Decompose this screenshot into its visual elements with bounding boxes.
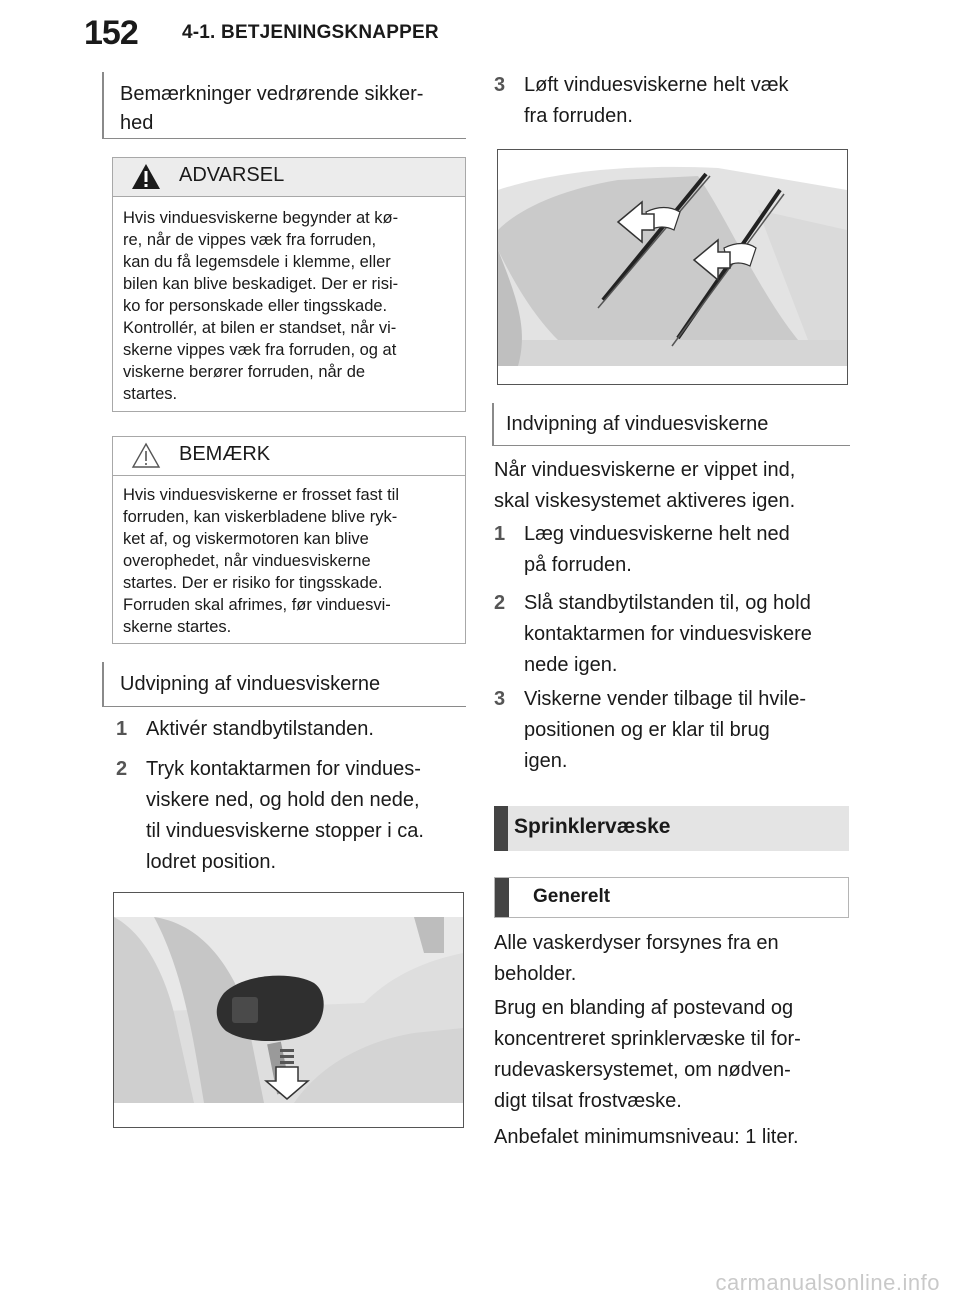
step-number: 1 bbox=[116, 718, 128, 740]
fold-in-intro bbox=[494, 455, 854, 517]
mixture-paragraph bbox=[494, 993, 854, 1117]
text-line: viskerne berører forruden, når de bbox=[123, 363, 366, 381]
step-number: 1 bbox=[494, 523, 506, 545]
washer-fluid-heading-block bbox=[494, 806, 849, 851]
section-title: 4-1. BETJENINGSKNAPPER bbox=[182, 22, 439, 43]
text-line: viskere ned, og hold den nede, bbox=[146, 789, 420, 811]
step-item bbox=[494, 588, 854, 681]
text-line: nede igen. bbox=[524, 654, 618, 676]
text-line: lodret position. bbox=[146, 851, 277, 873]
windshield-illustration bbox=[498, 150, 847, 384]
note-text bbox=[113, 476, 465, 638]
text-line: igen. bbox=[524, 750, 568, 772]
warning-header bbox=[113, 158, 465, 197]
fold-in-heading-block bbox=[492, 403, 850, 446]
general-paragraph bbox=[494, 928, 854, 990]
text-line: skerne vippes væk fra forruden, og at bbox=[123, 341, 397, 359]
safety-heading-block bbox=[102, 72, 466, 139]
text-line: rudevaskersystemet, om nødven- bbox=[494, 1059, 791, 1081]
step-item bbox=[494, 684, 854, 777]
washer-fluid-heading: Sprinklervæske bbox=[514, 815, 671, 838]
text-line: til vinduesviskerne stopper i ca. bbox=[146, 820, 424, 842]
text-line: Viskerne vender tilbage til hvile- bbox=[524, 688, 807, 710]
text-line: skerne startes. bbox=[123, 618, 232, 636]
note-label: BEMÆRK bbox=[179, 443, 271, 465]
text-line: Løft vinduesviskerne helt væk bbox=[524, 74, 789, 96]
heading-bar bbox=[494, 806, 508, 851]
text-line: ko for personskade eller tingsskade. bbox=[123, 297, 388, 315]
text-line: ket af, og viskermotoren kan blive bbox=[123, 530, 369, 548]
text-line: kan du få legemsdele i klemme, eller bbox=[123, 253, 391, 271]
note-box bbox=[112, 436, 466, 644]
step-number: 3 bbox=[494, 688, 506, 710]
wiper-stalk-illustration bbox=[114, 893, 463, 1127]
page-number: 152 bbox=[84, 14, 138, 52]
text-line: Tryk kontaktarmen for vindues- bbox=[146, 758, 421, 780]
text-line: positionen og er klar til brug bbox=[524, 719, 770, 741]
step-item bbox=[494, 70, 854, 132]
text-line: Hvis vinduesviskerne er frosset fast til bbox=[123, 486, 400, 504]
warning-outline-icon bbox=[131, 442, 161, 469]
warning-filled-icon bbox=[131, 163, 161, 190]
text-line: re, når de vippes væk fra forruden, bbox=[123, 231, 377, 249]
text-line: startes. Der er risiko for tingsskade. bbox=[123, 574, 383, 592]
step-item bbox=[116, 754, 466, 878]
figure-windshield-wipers bbox=[497, 149, 848, 385]
text-line: Alle vaskerdyser forsynes fra en bbox=[494, 932, 779, 954]
warning-box bbox=[112, 157, 466, 412]
step-text bbox=[524, 70, 789, 132]
step-number: 3 bbox=[494, 74, 506, 96]
step-text: Aktivér standbytilstanden. bbox=[146, 718, 374, 740]
text-line: Anbefalet minimumsniveau: 1 liter. bbox=[494, 1126, 799, 1148]
text-line: kontaktarmen for vinduesviskere bbox=[524, 623, 812, 645]
text-line: på forruden. bbox=[524, 554, 632, 576]
step-text bbox=[146, 754, 424, 878]
text-line: Brug en blanding af postevand og bbox=[494, 997, 794, 1019]
fold-in-heading: Indvipning af vinduesviskerne bbox=[506, 413, 769, 435]
general-heading: Generelt bbox=[533, 886, 611, 907]
text-line: overophedet, når vinduesviskerne bbox=[123, 552, 371, 570]
text-line: fra forruden. bbox=[524, 105, 633, 127]
figure-wiper-stalk bbox=[113, 892, 464, 1128]
text-line: koncentreret sprinklervæske til for- bbox=[494, 1028, 801, 1050]
text-line: Slå standbytilstanden til, og hold bbox=[524, 592, 811, 614]
step-item bbox=[116, 714, 466, 745]
text-line: skal viskesystemet aktiveres igen. bbox=[494, 490, 796, 512]
step-number: 2 bbox=[494, 592, 506, 614]
text-line: bilen kan blive beskadiget. Der er risi- bbox=[123, 275, 399, 293]
text-line: Når vinduesviskerne er vippet ind, bbox=[494, 459, 796, 481]
safety-heading: Bemærkninger vedrørende sikker- hed bbox=[120, 83, 424, 134]
step-text bbox=[524, 519, 790, 581]
warning-text bbox=[113, 197, 465, 405]
text-line: Læg vinduesviskerne helt ned bbox=[524, 523, 790, 545]
text-line: digt tilsat frostvæske. bbox=[494, 1090, 682, 1112]
general-heading-block bbox=[494, 877, 849, 918]
heading-bar bbox=[495, 878, 509, 917]
text-line: startes. bbox=[123, 385, 178, 403]
text-line: beholder. bbox=[494, 963, 577, 985]
note-header bbox=[113, 437, 465, 476]
text-line: Kontrollér, at bilen er standset, når vi- bbox=[123, 319, 397, 337]
step-text bbox=[524, 588, 812, 681]
warning-label: ADVARSEL bbox=[179, 164, 285, 186]
watermark: carmanualsonline.info bbox=[715, 1270, 940, 1295]
fold-out-heading: Udvipning af vinduesviskerne bbox=[120, 673, 381, 695]
step-number: 2 bbox=[116, 758, 128, 780]
text-line: forruden, kan viskerbladene blive ryk- bbox=[123, 508, 398, 526]
step-item bbox=[494, 519, 854, 581]
step-text bbox=[524, 684, 806, 777]
text-line: Hvis vinduesviskerne begynder at kø- bbox=[123, 209, 399, 227]
min-level-paragraph bbox=[494, 1122, 854, 1153]
text-line: Forruden skal afrimes, før vinduesvi- bbox=[123, 596, 391, 614]
fold-out-heading-block bbox=[102, 662, 466, 707]
